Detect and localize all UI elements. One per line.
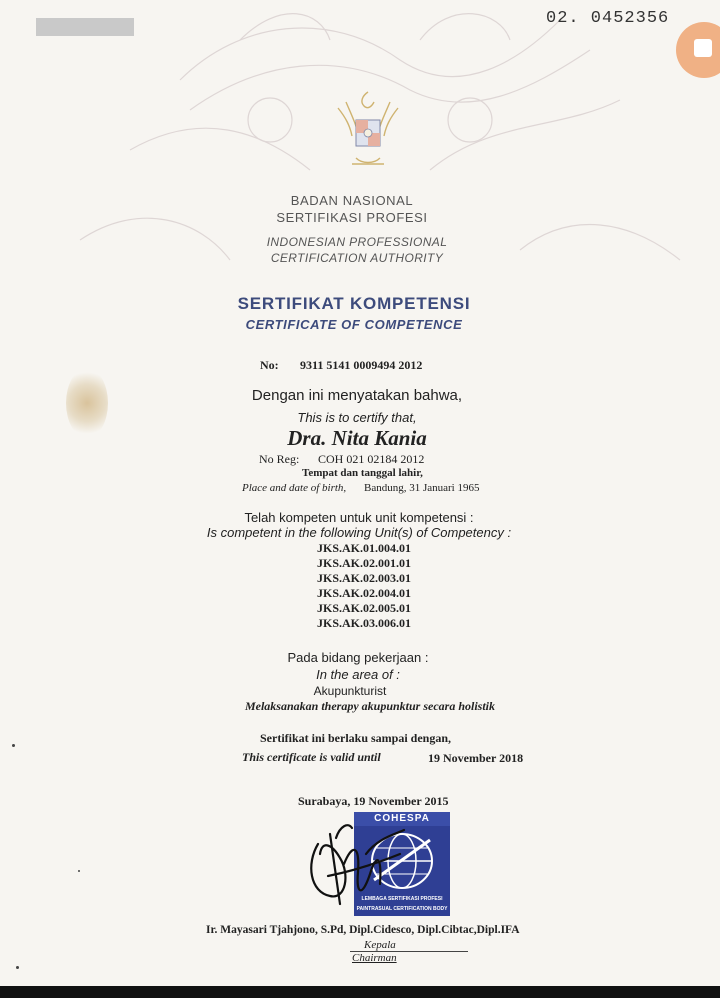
declaration-en: This is to certify that, [297, 410, 417, 425]
seal-title: COHESPA [354, 812, 450, 826]
certificate-title-id: SERTIFIKAT KOMPETENSI [237, 294, 471, 313]
declaration-id: Dengan ini menyatakan bahwa, [251, 387, 463, 404]
paper-speck [12, 744, 15, 747]
issue-place-date: Surabaya, 19 November 2015 [298, 794, 449, 808]
birth-label-en: Place and date of birth, [242, 482, 347, 494]
paper-speck [78, 870, 80, 872]
validity-label-id: Sertifikat ini berlaku sampai dengan, [260, 731, 452, 745]
certificate-number-label: No: [260, 358, 279, 372]
competency-unit-list [0, 541, 720, 631]
agency-name-id-line1: BADAN NASIONAL [290, 193, 414, 208]
competency-unit: JKS.AK.02.005.01 [316, 601, 411, 615]
serial-number: 02. 0452356 [546, 9, 670, 28]
birth-label-id: Tempat dan tanggal lahir, [302, 467, 423, 479]
signer-title-en: Chairman [352, 952, 397, 964]
seal-subtitle-1: LEMBAGA SERTIFIKASI PROFESI [361, 896, 443, 902]
validity-date: 19 November 2018 [428, 751, 524, 765]
reg-value: COH 021 02184 2012 [318, 452, 425, 466]
agency-name-en-line1: INDONESIAN PROFESSIONAL [266, 235, 448, 249]
birth-value: Bandung, 31 Januari 1965 [364, 482, 480, 494]
certificate-title-en: CERTIFICATE OF COMPETENCE [245, 317, 463, 332]
scan-bottom-edge [0, 986, 720, 998]
agency-name-id-line2: SERTIFIKASI PROFESI [276, 210, 428, 225]
field-line-1: Akupunkturist [313, 684, 387, 698]
competency-unit: JKS.AK.02.004.01 [316, 586, 411, 600]
seal-subtitle-2: PAINTRASUAL CERTIFICATION BODY [356, 906, 448, 912]
competency-unit: JKS.AK.02.001.01 [316, 556, 411, 570]
competency-unit: JKS.AK.02.003.01 [316, 571, 411, 585]
agency-name-en-line2: CERTIFICATION AUTHORITY [270, 251, 444, 265]
field-line-2: Melaksanakan therapy akupunktur secara holistik [244, 699, 496, 713]
field-label-en: In the area of : [316, 667, 400, 682]
handwritten-signature [300, 814, 410, 914]
garuda-emblem-icon [316, 72, 420, 176]
reg-label: No Reg: [259, 452, 300, 466]
validity-label-en: This certificate is valid until [242, 750, 381, 764]
competency-unit: JKS.AK.03.006.01 [316, 616, 411, 630]
competent-label-id: Telah kompeten untuk unit kompetensi : [244, 510, 474, 525]
signer-title-id: Kepala [364, 939, 396, 951]
paper-speck [16, 966, 19, 969]
holder-name: Dra. Nita Kania [287, 426, 427, 450]
competent-label-en: Is competent in the following Unit(s) of Competency : [206, 525, 512, 540]
field-label-id: Pada bidang pekerjaan : [287, 650, 429, 665]
redacted-area [36, 18, 134, 36]
certificate-number-value: 9311 5141 0009494 2012 [300, 358, 423, 372]
signer-name: Ir. Mayasari Tjahjono, S.Pd, Dipl.Cidesco, Dipl.Cibtac,Dipl.IFA [206, 924, 520, 936]
competency-unit: JKS.AK.01.004.01 [316, 541, 411, 555]
